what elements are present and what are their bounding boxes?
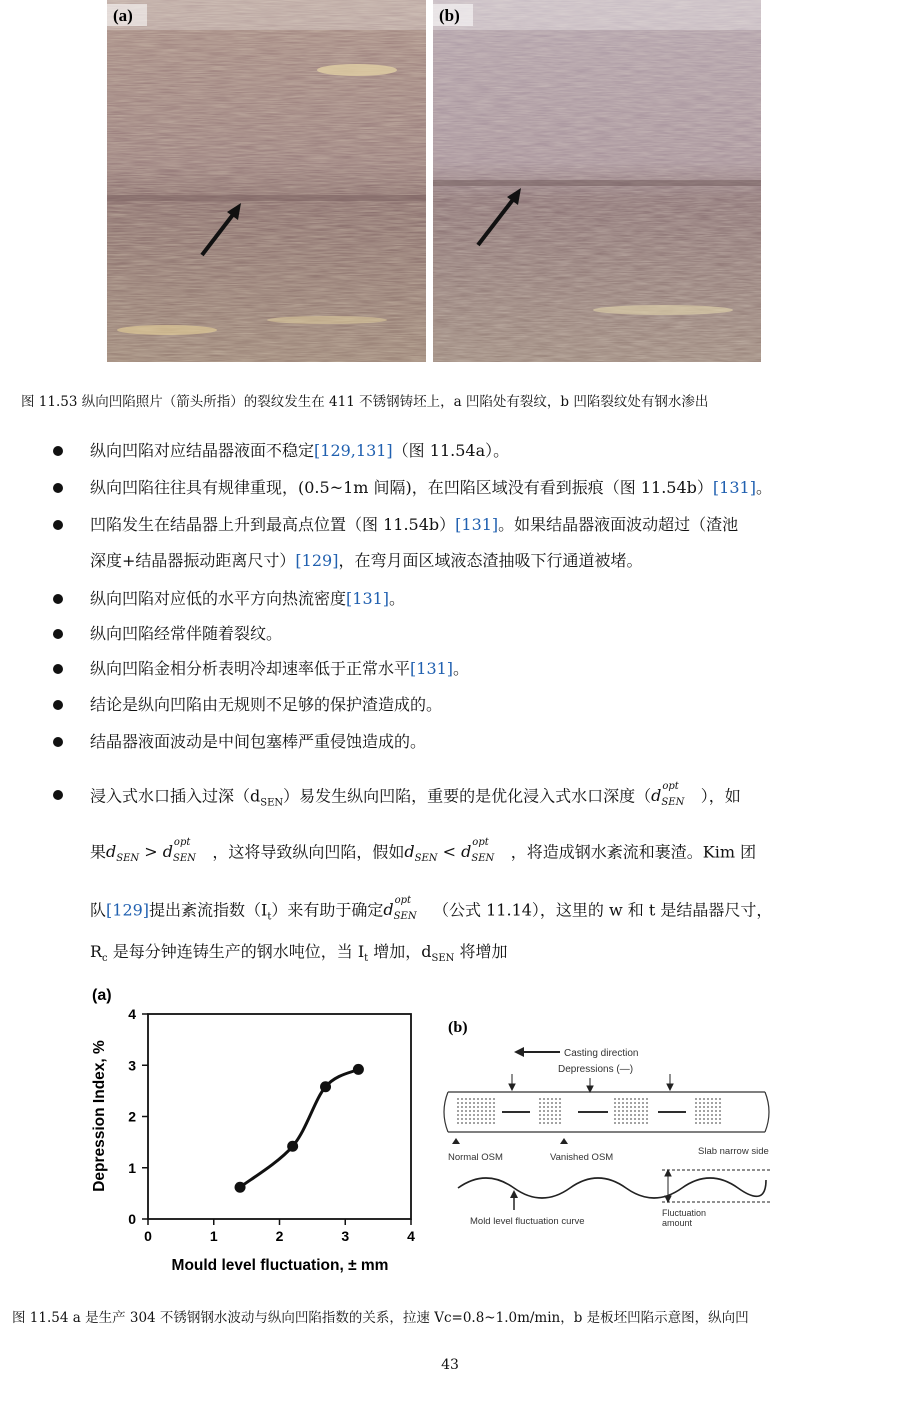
mold-level-curve xyxy=(458,1178,766,1198)
x-tick-label: 0 xyxy=(144,1228,152,1244)
bullet-4: 纵向凹陷对应低的水平方向热流密度[131]。 xyxy=(90,589,406,608)
citation-link[interactable]: [131] xyxy=(712,478,756,497)
data-point xyxy=(320,1081,331,1092)
bullet-5: 纵向凹陷经常伴随着裂纹。 xyxy=(90,624,283,643)
citation-link[interactable]: [129,131] xyxy=(314,441,393,460)
x-tick-label: 1 xyxy=(209,1228,218,1244)
data-points xyxy=(235,1064,364,1193)
bullet-9-line-4: $R_c$ 是每分钟连铸生产的钢水吨位，当 $I_t$ 增加，$d_{SEN}$ 将增加 xyxy=(90,942,508,965)
bullet-dot xyxy=(53,700,63,710)
slab-narrow-side-label: Slab narrow side xyxy=(698,1146,769,1157)
bullet-3-line-2: 深度+结晶器振动距离尺寸）[129]，在弯月面区域液态渣抽吸下行通道被堵。 xyxy=(90,551,643,570)
page-number: 43 xyxy=(441,1357,459,1373)
fluctuation-amount-label-1: Fluctuation xyxy=(662,1208,707,1218)
bullet-3-line-1: 凹陷发生在结晶器上升到最高点位置（图 11.54b）[131]。如果结晶器液面波动超过（渣池 xyxy=(90,515,739,534)
casting-direction-label: Casting direction xyxy=(564,1048,639,1059)
bullet-dot xyxy=(53,520,63,530)
y-tick-label: 3 xyxy=(128,1057,136,1074)
condition-lt: $d_{SEN} < d_{SEN}^{opt}$ xyxy=(404,837,495,865)
d-sen-opt: $d_{SEN}^{opt}$ xyxy=(651,781,685,809)
bullet-dot xyxy=(53,594,63,604)
bullet-1: 纵向凹陷对应结晶器液面不稳定[129,131]（图 11.54a）。 xyxy=(90,441,510,460)
y-tick-label: 0 xyxy=(128,1211,136,1227)
photo-a xyxy=(107,0,426,362)
x-axis-label: Mould level fluctuation, ± mm xyxy=(171,1257,389,1274)
depressions-label: Depressions (—) xyxy=(558,1064,634,1075)
figure-11-54b-schematic xyxy=(440,1010,780,1250)
schematic-panel-label: (b) xyxy=(448,1019,468,1036)
citation-link[interactable]: [129] xyxy=(295,551,339,570)
bullet-dot xyxy=(53,483,63,493)
y-tick-label: 2 xyxy=(128,1108,136,1125)
plot-frame xyxy=(148,1014,411,1219)
series-line xyxy=(240,1069,358,1187)
data-point xyxy=(287,1141,298,1152)
depression-markers xyxy=(509,1074,673,1092)
curve-pointer-icon xyxy=(510,1190,518,1210)
label-markers xyxy=(452,1138,568,1144)
bullet-9-line-2: 果$d_{SEN} > d_{SEN}^{opt}$ ，这将导致纵向凹陷，假如$d_{SEN} < d_{SEN}^{opt}$ ，将造成钢水紊流和裹渣。Kim 团 xyxy=(90,837,757,865)
x-tick-label: 3 xyxy=(341,1228,350,1244)
y-axis-ticks xyxy=(128,1006,148,1227)
condition-gt: $d_{SEN} > d_{SEN}^{opt}$ xyxy=(106,837,196,865)
x-tick-label: 2 xyxy=(275,1228,284,1244)
bullet-6: 纵向凹陷金相分析表明冷却速率低于正常水平[131]。 xyxy=(90,659,470,678)
bullet-8: 结晶器液面波动是中间包塞棒严重侵蚀造成的。 xyxy=(90,732,427,751)
data-point xyxy=(235,1182,246,1193)
citation-link[interactable]: [131] xyxy=(346,589,390,608)
normal-osm-label: Normal OSM xyxy=(448,1152,503,1163)
bullet-dot xyxy=(53,790,63,800)
data-point xyxy=(353,1064,364,1075)
y-tick-label: 1 xyxy=(128,1159,136,1176)
figure-11-54-caption: 图 11.54 a 是生产 304 不锈钢钢水波动与纵向凹陷指数的关系，拉速 Vc=0.8~1.0m/min，b 是板坯凹陷示意图，纵向凹 xyxy=(12,1310,749,1326)
figure-11-54a-chart xyxy=(80,980,430,1280)
bullet-7: 结论是纵向凹陷由无规则不足够的保护渣造成的。 xyxy=(90,695,443,714)
x-tick-label: 4 xyxy=(407,1228,415,1244)
vanished-osm-label: Vanished OSM xyxy=(550,1152,614,1163)
fluctuation-amount-marker xyxy=(662,1170,770,1202)
casting-direction-arrow-icon xyxy=(514,1047,560,1057)
bullet-9-line-3: 队[129]提出紊流指数$(I_t)$来有助于确定$d_{SEN}^{opt}$ （公式 11.14），这里的 w 和 t 是结晶器尺寸， xyxy=(90,895,773,923)
bullet-dot xyxy=(53,737,63,747)
bullet-dot xyxy=(53,664,63,674)
y-tick-label: 4 xyxy=(128,1006,136,1022)
photo-a-label: (a) xyxy=(113,6,133,25)
bullet-dot xyxy=(53,629,63,639)
chart-panel-label: (a) xyxy=(92,987,112,1004)
citation-link[interactable]: [131] xyxy=(410,659,454,678)
d-sen-opt: $d_{SEN}^{opt}$ xyxy=(383,895,417,923)
fluctuation-amount-label-2: amount xyxy=(662,1218,693,1228)
x-axis-ticks xyxy=(144,1219,415,1244)
mold-level-curve-label: Mold level fluctuation curve xyxy=(470,1216,585,1227)
citation-link[interactable]: [131] xyxy=(455,515,499,534)
bullet-dot xyxy=(53,446,63,456)
y-axis-label: Depression Index, % xyxy=(91,1040,108,1192)
figure-11-53-caption: 图 11.53 纵向凹陷照片（箭头所指）的裂纹发生在 411 不锈钢铸坯上，a 凹陷处有裂纹，b 凹陷裂纹处有钢水渗出 xyxy=(21,394,709,410)
citation-link[interactable]: [129] xyxy=(106,900,150,920)
bullet-2: 纵向凹陷往往具有规律重现，(0.5~1m 间隔)，在凹陷区域没有看到振痕（图 11.54b）[131]。 xyxy=(90,478,772,497)
bullet-9-line-1: 浸入式水口插入过深$(d_{SEN})$易发生纵向凹陷，重要的是优化浸入式水口深度（$d_{SEN}^{opt}$ ），如 xyxy=(90,781,741,809)
photo-b xyxy=(433,0,761,362)
photo-b-label: (b) xyxy=(439,6,460,25)
